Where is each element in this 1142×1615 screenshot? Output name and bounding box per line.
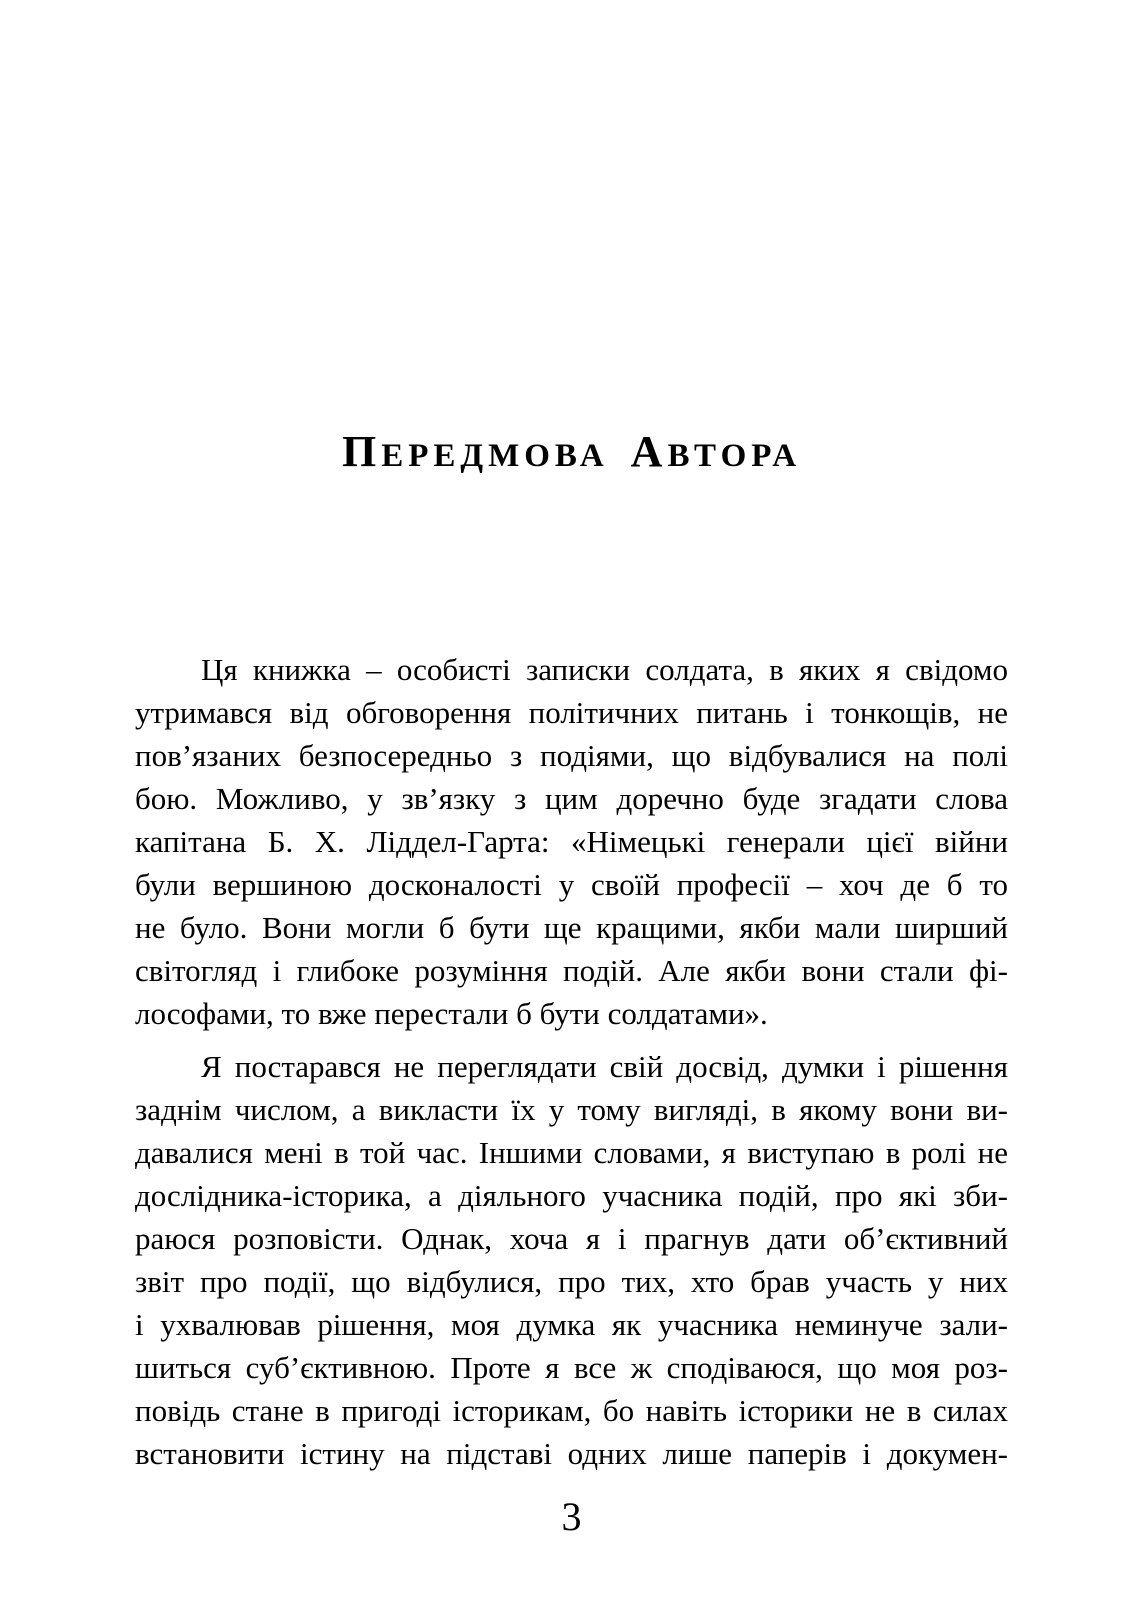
text-line: давалися мені в той час. Іншими словами, я виступаю в ролі не (135, 1135, 1008, 1170)
title-word: АВТОРА (630, 427, 802, 476)
text-line: лософами, то вже перестали б бути солдатами». (135, 996, 768, 1031)
text-line: Я постарався не переглядати свій досвід, думки і рішення (201, 1049, 1008, 1084)
text-line: заднім числом, а викласти їх у тому вигляді, в якому вони ви- (135, 1092, 1008, 1127)
text-line: раюся розповісти. Однак, хоча я і прагнув дати об’єктивний (135, 1221, 1008, 1256)
text-line: капітана Б. Х. Ліддел-Гарта: «Німецькі генерали цієї війни (135, 824, 1008, 859)
text-line: Ця книжка – особисті записки солдата, в яких я свідомо (201, 652, 1008, 687)
text-line: шиться суб’єктивною. Проте я все ж сподіваюся, що моя роз- (135, 1350, 1008, 1385)
text-line: і ухвалював рішення, моя думка як учасника неминуче зали- (135, 1307, 1008, 1342)
text-line: пов’язаних безпосередньо з подіями, що відбувалися на полі (135, 738, 1008, 773)
text-line: були вершиною досконалості у своїй професії – хоч де б то (135, 867, 1008, 902)
body-text (135, 648, 1008, 1475)
text-line: повідь стане в пригоді історикам, бо навіть історики не в силах (135, 1393, 1008, 1428)
text-line: світогляд і глибоке розуміння подій. Але якби вони стали фі- (135, 953, 1008, 988)
text-line: звіт про події, що відбулися, про тих, хто брав участь у них (135, 1264, 1008, 1299)
chapter-title (135, 428, 1008, 480)
text-line: утримався від обговорення політичних питань і тонкощів, не (135, 695, 1008, 730)
page-number: 3 (561, 1494, 582, 1539)
text-line: не було. Вони могли б бути ще кращими, якби мали ширший (135, 910, 1008, 945)
text-line: дослідника-історика, а діяльного учасника подій, про які зби- (135, 1178, 1008, 1213)
paragraph (135, 1045, 1008, 1475)
paragraph (135, 648, 1008, 1035)
text-line: встановити істину на підставі одних лише паперів і докумен- (135, 1436, 1008, 1471)
title-word: ПЕРЕДМОВА (341, 427, 609, 476)
text-line: бою. Можливо, у зв’язку з цим доречно буде згадати слова (135, 781, 1008, 816)
